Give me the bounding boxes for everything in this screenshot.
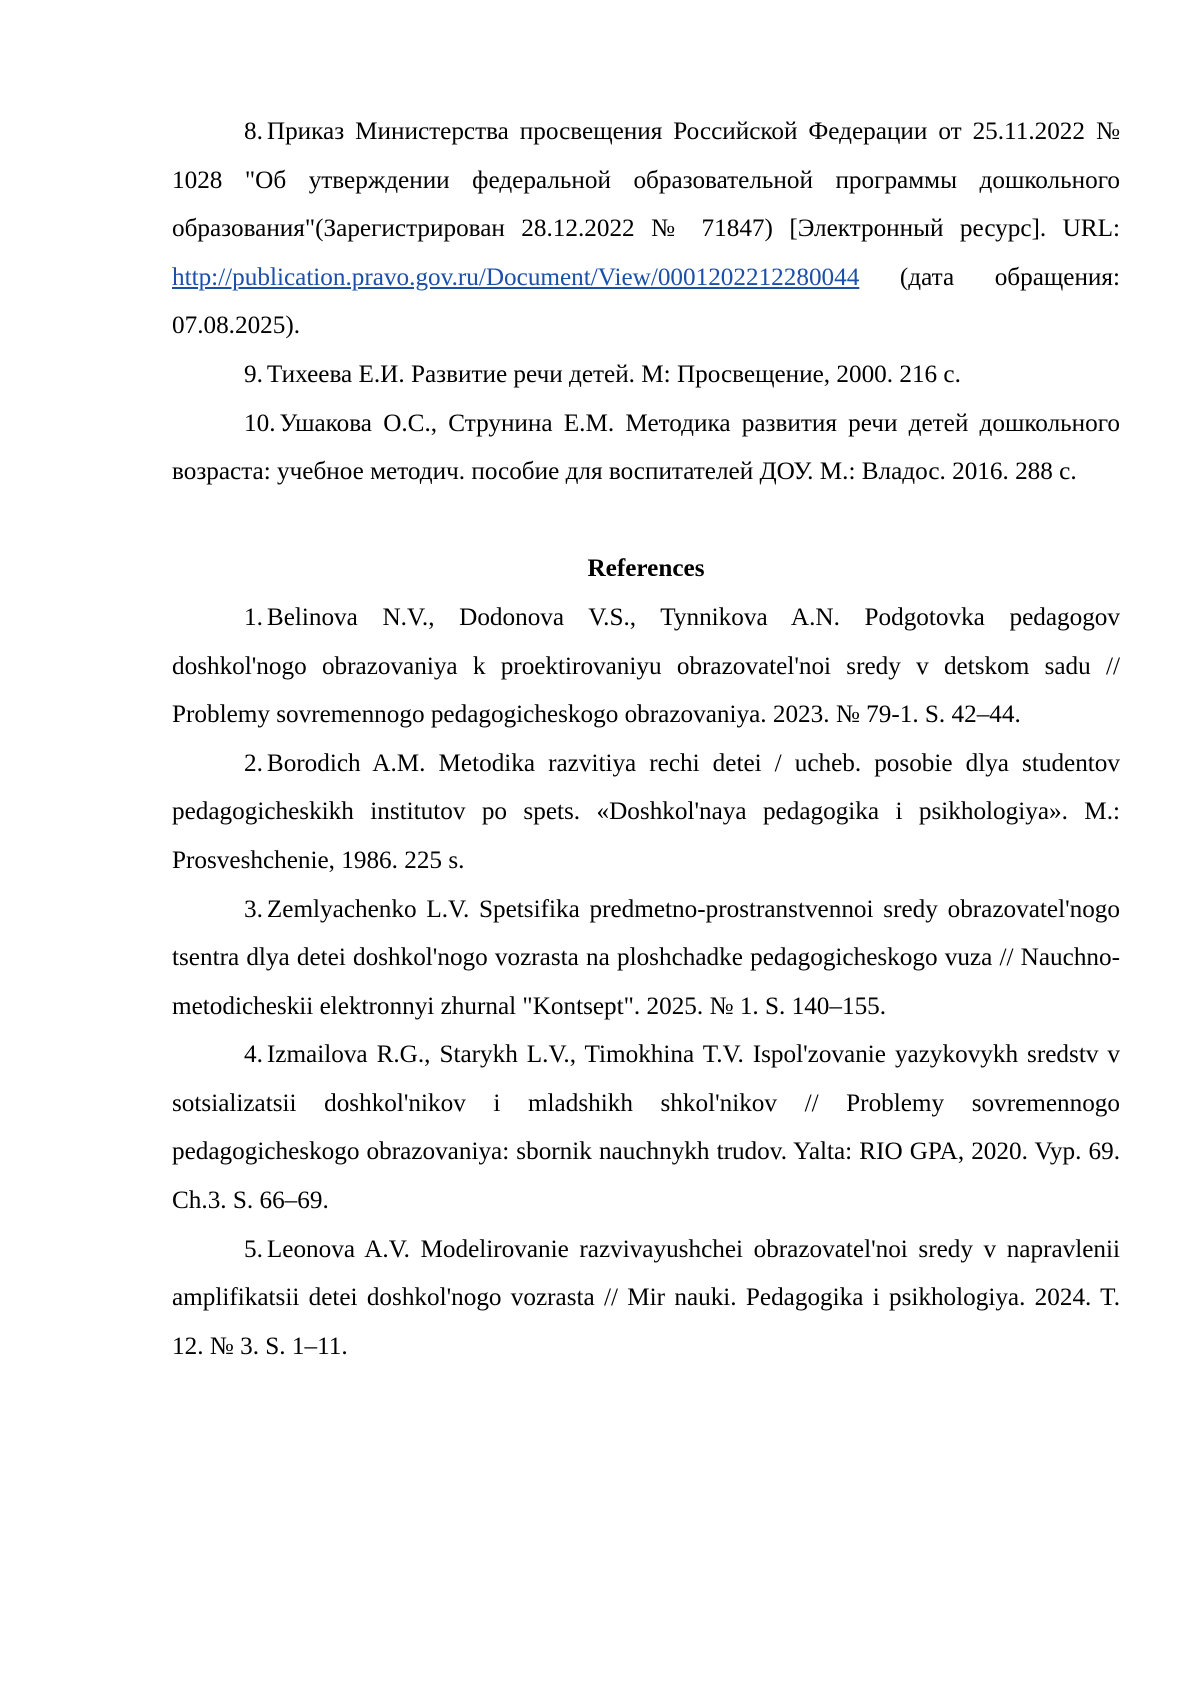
section-spacer <box>172 497 1120 546</box>
reference-text: Тихеева Е.И. Развитие речи детей. М: Просвещение, 2000. 216 с. <box>267 361 961 388</box>
reference-text: Izmailova R.G., Starykh L.V., Timokhina T.V. Ispol'zovanie yazykovykh sredstv v sotsializatsii doshkol'nikov i mladshikh shkol'nikov // Problemy sovremennogo pedagogicheskogo obrazovaniya: sbornik nauchnykh trudov. Yalta: RIO GPA, 2020. Vyp. 69. Ch.3. S. 66–69. <box>172 1041 1120 1214</box>
reference-item-3 <box>172 886 1120 1032</box>
reference-number: 2. <box>244 750 263 777</box>
document-page <box>172 108 1120 1371</box>
reference-item-5 <box>172 1226 1120 1372</box>
reference-item-ru-9 <box>172 351 1120 400</box>
reference-item-4 <box>172 1031 1120 1225</box>
reference-text-tail: (дата обращения: 07.08.2025). <box>172 264 1120 340</box>
reference-text: Belinova N.V., Dodonova V.S., Tynnikova A.N. Podgotovka pedagogov doshkol'nogo obrazovaniya k proektirovaniyu obrazovatel'noi sredy v detskom sadu // Problemy sovremennogo pedagogicheskogo obrazovaniya. 2023. № 79-1. S. 42–44. <box>172 604 1120 728</box>
reference-item-1 <box>172 594 1120 740</box>
reference-number: 10. <box>244 410 275 437</box>
reference-number: 1. <box>244 604 263 631</box>
reference-text: Приказ Министерства просвещения Российской Федерации от 25.11.2022 № 1028 "Об утверждении федеральной образовательной программы дошкольного образования"(Зарегистрирован 28.12.2022 № 71847) [Электронный ресурс]. URL: <box>172 118 1120 242</box>
reference-item-2 <box>172 740 1120 886</box>
reference-text: Leonova A.V. Modelirovanie razvivayushchei obrazovatel'noi sredy v napravlenii amplifikatsii detei doshkol'nogo vozrasta // Mir nauki. Pedagogika i psikhologiya. 2024. T. 12. № 3. S. 1–11. <box>172 1236 1120 1360</box>
references-heading: References <box>172 545 1120 594</box>
reference-text: Zemlyachenko L.V. Spetsifika predmetno-prostranstvennoi sredy obrazovatel'nogo tsentra dlya detei doshkol'nogo vozrasta na ploshchadke pedagogicheskogo vuza // Nauchno-metodicheskii elektronnyi zhurnal "Kontsept". 2025. № 1. S. 140–155. <box>172 896 1120 1020</box>
reference-number: 8. <box>244 118 263 145</box>
reference-text: Borodich A.M. Metodika razvitiya rechi detei / ucheb. posobie dlya studentov pedagogicheskikh institutov po spets. «Doshkol'naya pedagogika i psikhologiya». M.: Prosveshchenie, 1986. 225 s. <box>172 750 1120 874</box>
reference-number: 5. <box>244 1236 263 1263</box>
reference-text: Ушакова О.С., Струнина Е.М. Методика развития речи детей дошкольного возраста: учебное методич. пособие для воспитателей ДОУ. М.: Владос. 2016. 288 с. <box>172 410 1120 486</box>
reference-item-ru-10 <box>172 400 1120 497</box>
reference-url-link[interactable]: http://publication.pravo.gov.ru/Document/View/0001202212280044 <box>172 264 859 291</box>
reference-number: 4. <box>244 1041 263 1068</box>
reference-item-ru-8 <box>172 108 1120 351</box>
reference-number: 9. <box>244 361 263 388</box>
reference-number: 3. <box>244 896 263 923</box>
